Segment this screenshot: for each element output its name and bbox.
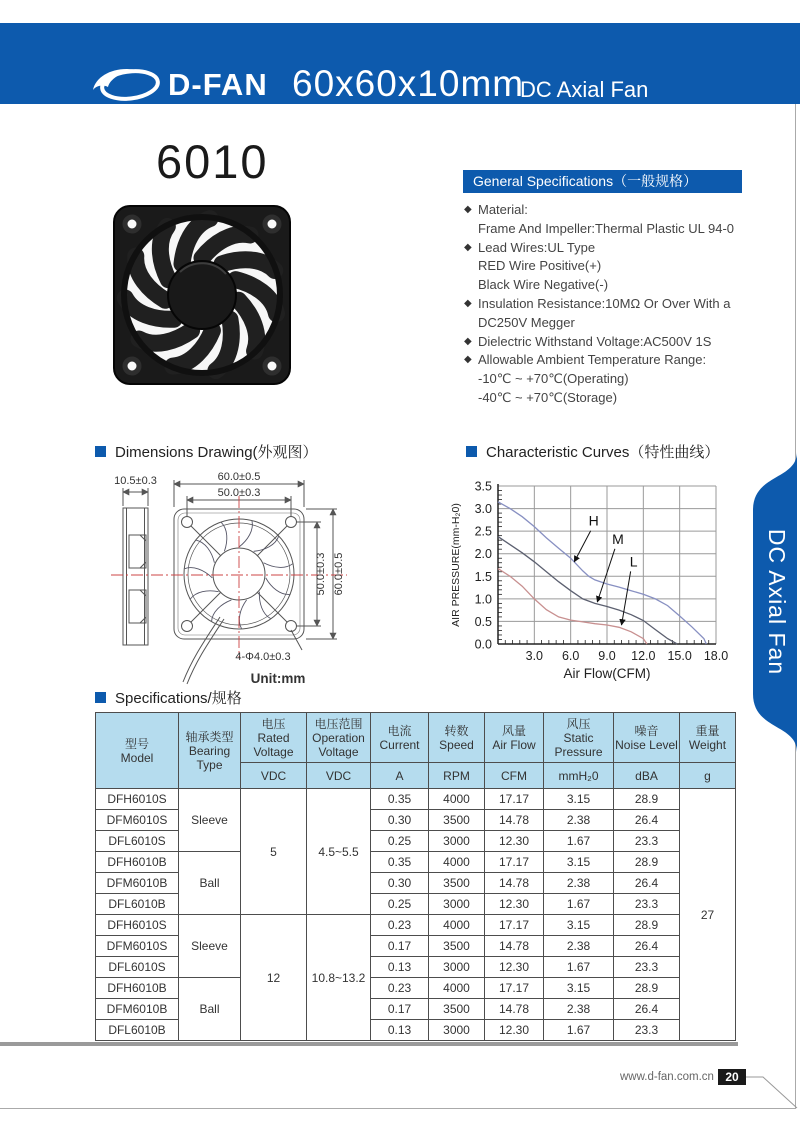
dimensions-drawing [95,462,455,690]
col-operation-voltage: 电压范围 Operation Voltage [307,713,371,763]
cell-speed: 4000 [429,915,485,936]
cell-noise: 23.3 [614,1020,680,1041]
general-specs-heading: General Specifications（一般规格） [463,170,742,193]
section-bullet-icon [95,692,106,703]
unit-speed: RPM [429,763,485,789]
spec-line [464,201,794,220]
general-specs-list [464,201,794,408]
y-tick-label: 0.0 [474,637,492,652]
x-tick-label: 15.0 [667,649,692,663]
cell-model: DFH6010S [96,789,179,810]
spec-line [464,351,794,370]
cell-airflow: 14.78 [485,999,544,1020]
cell-model: DFH6010B [96,852,179,873]
cell-pressure: 3.15 [544,789,614,810]
cell-noise: 28.9 [614,789,680,810]
table-header-row [96,713,736,763]
spec-line [464,333,794,352]
cell-model: DFL6010S [96,957,179,978]
spec-line [464,314,794,333]
curve-M [498,537,677,644]
x-tick-label: 3.0 [525,649,544,663]
cell-noise: 26.4 [614,999,680,1020]
cell-airflow: 14.78 [485,873,544,894]
cell-current: 0.30 [371,810,429,831]
spec-line-text: RED Wire Positive(+) [478,258,602,274]
cell-noise: 28.9 [614,978,680,999]
cell-model: DFM6010S [96,810,179,831]
y-tick-label: 1.0 [474,592,492,607]
col-rated-voltage: 电压 Rated Voltage [241,713,307,763]
cell-pressure: 1.67 [544,894,614,915]
diamond-bullet-icon [464,220,478,239]
cell-speed: 4000 [429,789,485,810]
diamond-bullet-icon: ◆ [464,297,472,309]
cell-airflow: 17.17 [485,852,544,873]
cell-pressure: 1.67 [544,1020,614,1041]
dfan-logo-icon [90,63,164,107]
cell-noise: 26.4 [614,810,680,831]
diamond-bullet-icon [464,370,478,389]
brand-name: D-FAN [168,67,268,102]
cell-noise: 23.3 [614,831,680,852]
col-weight: 重量 Weight [680,713,736,763]
side-tab-label: DC Axial Fan [764,528,790,676]
cell-airflow: 14.78 [485,936,544,957]
section-heading-label: Dimensions Drawing(外观图） [115,444,318,461]
cell-speed: 3500 [429,999,485,1020]
curve-label-M: M [612,530,624,547]
cell-current: 0.13 [371,957,429,978]
cell-model: DFL6010B [96,1020,179,1041]
cell-model: DFM6010B [96,873,179,894]
x-tick-label: 18.0 [703,649,729,663]
spec-line-text: Lead Wires:UL Type [478,239,596,255]
cell-current: 0.23 [371,915,429,936]
cell-model: DFM6010S [96,936,179,957]
diamond-bullet-icon [464,276,478,295]
dim-holes: 4-Φ4.0±0.3 [235,651,291,663]
col-airflow: 风量 Air Flow [485,713,544,763]
cell-noise: 26.4 [614,936,680,957]
spec-line-text: Allowable Ambient Temperature Range: [478,352,707,368]
spec-line-text: -40℃ ~ +70℃(Storage) [478,389,618,405]
col-current: 电流 Current [371,713,429,763]
curve-H [498,502,706,644]
spec-line-text: Material: [478,202,528,217]
cell-speed: 3000 [429,1020,485,1041]
cell-airflow: 12.30 [485,894,544,915]
cell-operation-voltage: 4.5~5.5 [307,789,371,915]
cell-pressure: 2.38 [544,936,614,957]
cell-current: 0.13 [371,1020,429,1041]
col-bearing: 轴承类型 Bearing Type [179,713,241,789]
cell-pressure: 3.15 [544,852,614,873]
dim-outer-height: 60.0±0.5 [333,552,345,596]
spec-line [464,370,794,389]
specifications-table [95,712,736,1041]
cell-pressure: 1.67 [544,831,614,852]
spec-line [464,257,794,276]
cell-airflow: 14.78 [485,810,544,831]
col-speed: 转数 Speed [429,713,485,763]
cell-pressure: 3.15 [544,915,614,936]
unit-operation-voltage: VDC [307,763,371,789]
cell-airflow: 12.30 [485,1020,544,1041]
cell-speed: 3000 [429,957,485,978]
dim-thickness: 10.5±0.3 [114,475,157,487]
side-tab [753,452,797,752]
table-row [96,789,736,810]
spec-line-text: Black Wire Negative(-) [478,277,609,293]
cell-current: 0.25 [371,831,429,852]
cell-current: 0.25 [371,894,429,915]
cell-pressure: 1.67 [544,957,614,978]
diamond-bullet-icon: ◆ [464,241,472,253]
footer-divider [0,1042,738,1046]
cell-pressure: 2.38 [544,810,614,831]
section-bullet-icon [95,446,106,457]
cell-noise: 23.3 [614,894,680,915]
cell-model: DFL6010B [96,894,179,915]
characteristic-curves-chart [448,460,748,690]
section-heading-specifications [95,687,242,708]
cell-model: DFL6010S [96,831,179,852]
table-row [96,915,736,936]
cell-speed: 3500 [429,936,485,957]
unit-rated-voltage: VDC [241,763,307,789]
footer-website: www.d-fan.com.cn [620,1071,714,1083]
unit-pressure: mmH₂0 [544,763,614,789]
cell-speed: 3000 [429,831,485,852]
cell-speed: 4000 [429,978,485,999]
cell-current: 0.17 [371,936,429,957]
y-tick-label: 2.0 [474,547,492,562]
unit-current: A [371,763,429,789]
spec-line-text: Insulation Resistance:10MΩ Or Over With a [478,295,731,311]
cell-current: 0.17 [371,999,429,1020]
x-tick-label: 6.0 [561,649,580,663]
footer-corner-line [744,1072,798,1110]
spec-line-text: Dielectric Withstand Voltage:AC500V 1S [478,333,712,349]
cell-airflow: 12.30 [485,957,544,978]
cell-noise: 23.3 [614,957,680,978]
cell-current: 0.30 [371,873,429,894]
y-tick-label: 3.5 [474,479,492,494]
cell-current: 0.35 [371,789,429,810]
cell-airflow: 17.17 [485,789,544,810]
cell-airflow: 12.30 [485,831,544,852]
cell-airflow: 17.17 [485,915,544,936]
cell-bearing: Ball [179,852,241,915]
cell-noise: 26.4 [614,873,680,894]
cell-speed: 4000 [429,852,485,873]
cell-bearing: Sleeve [179,789,241,852]
cell-model: DFH6010B [96,978,179,999]
spec-line [464,389,794,408]
x-tick-label: 9.0 [598,649,616,663]
section-heading-label: Characteristic Curves（特性曲线） [486,444,720,461]
cell-weight: 27 [680,789,736,1041]
x-tick-label: 12.0 [631,649,656,663]
unit-noise: dBA [614,763,680,789]
y-tick-label: 0.5 [474,614,492,629]
cell-speed: 3000 [429,894,485,915]
curve-label-H: H [588,512,599,529]
table-row [96,978,736,999]
section-heading-label: Specifications/规格 [115,690,242,707]
chart-ylabel: AIR PRESSURE(mm-H₂0) [450,503,462,627]
col-noise: 噪音 Noise Level [614,713,680,763]
cell-model: DFM6010B [96,999,179,1020]
header-bar [0,23,800,104]
diamond-bullet-icon: ◆ [464,354,472,366]
y-tick-label: 1.5 [474,569,492,584]
cell-noise: 28.9 [614,915,680,936]
page-number-badge: 20 [718,1069,746,1085]
table-row [96,852,736,873]
y-tick-label: 2.5 [474,524,492,539]
curve-label-L: L [629,553,638,570]
spec-line-text: Frame And Impeller:Thermal Plastic UL 94-0 [478,220,735,236]
cell-rated-voltage: 5 [241,789,307,915]
cell-model: DFH6010S [96,915,179,936]
page-subtitle: DC Axial Fan [520,77,649,102]
diamond-bullet-icon [464,257,478,276]
diamond-bullet-icon [464,314,478,333]
section-heading-dimensions [95,441,318,462]
cell-current: 0.35 [371,852,429,873]
chart-xlabel: Air Flow(CFM) [563,666,651,681]
diamond-bullet-icon: ◆ [464,204,472,215]
cell-rated-voltage: 12 [241,915,307,1041]
spec-line [464,276,794,295]
fan-product-photo [112,200,292,390]
cell-pressure: 2.38 [544,999,614,1020]
diamond-bullet-icon: ◆ [464,335,472,347]
y-tick-label: 3.0 [474,502,492,517]
cell-pressure: 2.38 [544,873,614,894]
dim-unit: Unit:mm [250,671,306,686]
dim-hole-pitch-w: 50.0±0.3 [217,487,261,499]
cell-bearing: Sleeve [179,915,241,978]
cell-airflow: 17.17 [485,978,544,999]
cell-speed: 3500 [429,873,485,894]
col-model: 型号 Model [96,713,179,789]
spec-line-text: DC250V Megger [478,314,575,330]
spec-line-text: -10℃ ~ +70℃(Operating) [478,371,629,387]
cell-noise: 28.9 [614,852,680,873]
dim-hole-pitch-h: 50.0±0.3 [315,552,327,596]
diamond-bullet-icon [464,389,478,408]
dim-outer-width: 60.0±0.5 [217,471,261,483]
page-title: 60x60x10mm [292,63,525,104]
cell-speed: 3500 [429,810,485,831]
cell-bearing: Ball [179,978,241,1041]
col-pressure: 风压 Static Pressure [544,713,614,763]
spec-line [464,220,794,239]
spec-line [464,239,794,258]
cell-pressure: 3.15 [544,978,614,999]
unit-weight: g [680,763,736,789]
section-bullet-icon [466,446,477,457]
spec-line [464,295,794,314]
cell-operation-voltage: 10.8~13.2 [307,915,371,1041]
model-number: 6010 [156,135,269,188]
cell-current: 0.23 [371,978,429,999]
section-heading-curves [466,441,719,462]
unit-airflow: CFM [485,763,544,789]
